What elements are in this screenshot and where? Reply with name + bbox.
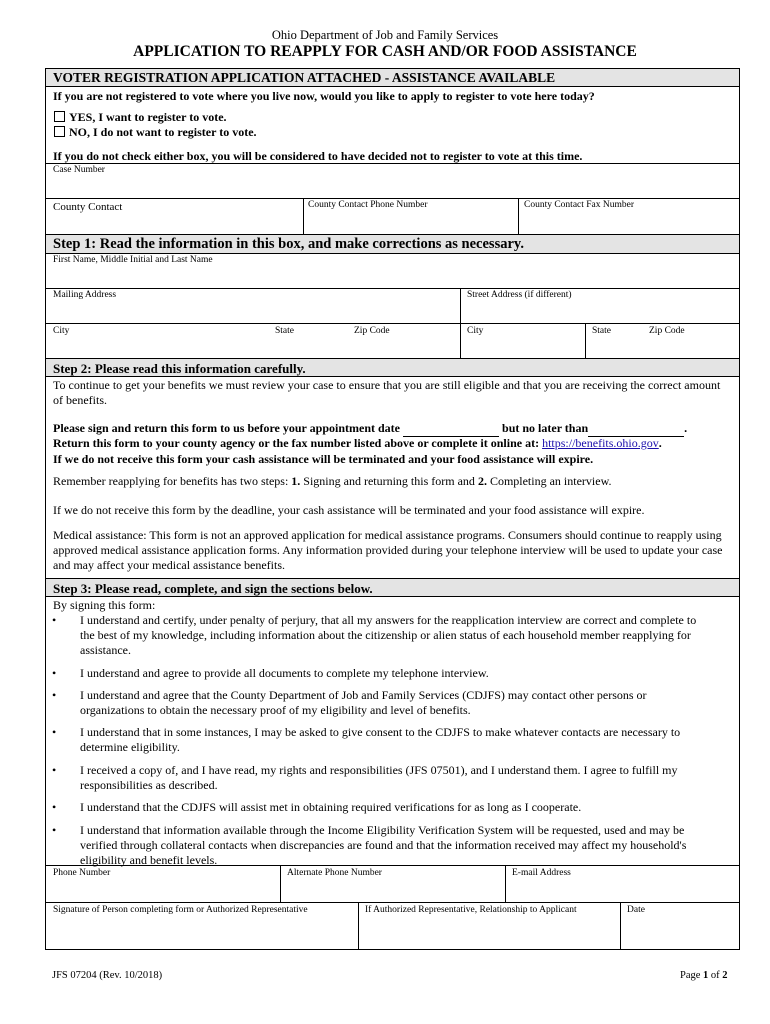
- divider: [46, 198, 739, 199]
- bullet: •: [52, 613, 57, 627]
- step2-intro: To continue to get your benefits we must review your case to ensure that you are still eligible and that you are receiving the correct amount of benefits.: [53, 378, 721, 407]
- bullet: •: [52, 688, 57, 702]
- step3-heading: Step 3: Please read, complete, and sign the sections below.: [53, 581, 373, 596]
- divider: [358, 902, 359, 950]
- voter-yes-option[interactable]: [54, 110, 227, 125]
- step-one-number: 1.: [291, 474, 301, 488]
- street-address-label: Street Address (if different): [467, 290, 572, 300]
- bullet: •: [52, 666, 57, 680]
- two-steps-text: Remember reapplying for benefits has two steps:: [53, 474, 289, 488]
- bullet: •: [52, 725, 57, 739]
- appointment-date-blank[interactable]: [403, 421, 499, 437]
- voter-yes-label: YES, I want to register to vote.: [69, 110, 227, 124]
- step2-heading: Step 2: Please read this information carefully.: [53, 361, 306, 376]
- step2-heading-bar: [46, 358, 739, 377]
- case-number-label: Case Number: [53, 165, 105, 175]
- deadline-blank[interactable]: [588, 421, 684, 437]
- voter-heading-bar: [46, 68, 739, 87]
- certification-text: I understand and certify, under penalty of perjury, that all my answers for the reapplication interview are correct and complete to the best of my knowledge, including information about the citizenship or alien status of each household member reapplying for assistance.: [80, 613, 697, 657]
- sign-return-line: Please sign and return this form to us before your appointment date but no later than .: [53, 421, 688, 435]
- page-word: Page: [680, 970, 701, 981]
- step3-heading-bar: [46, 578, 739, 597]
- county-contact-label: County Contact: [53, 201, 123, 213]
- bullet: •: [52, 800, 57, 814]
- divider: [303, 198, 304, 235]
- mailing-address-label: Mailing Address: [53, 290, 117, 300]
- voter-question: If you are not registered to vote where you live now, would you like to apply to register to vote here today?: [53, 89, 595, 103]
- zip-label: Zip Code: [354, 326, 390, 336]
- deadline-note: If we do not receive this form by the deadline, your cash assistance will be terminated and your food assistance will expire.: [53, 503, 645, 517]
- form-id: JFS 07204 (Rev. 10/2018): [52, 970, 163, 981]
- step1-heading-bar: [46, 234, 739, 254]
- certification-text: I understand and agree that the County Department of Job and Family Services (CDJFS) may contact other persons or organizations to obtain the necessary proof of my eligibility and level of benefits.: [80, 688, 647, 717]
- city-label: City: [53, 326, 70, 336]
- step-one-text: Signing and returning this form and: [303, 474, 475, 488]
- divider: [620, 902, 621, 950]
- signature-label: Signature of Person completing form or Authorized Representative: [53, 905, 308, 915]
- page-indicator: [680, 970, 728, 981]
- street-city-label: City: [467, 326, 484, 336]
- divider: [46, 902, 739, 903]
- divider: [280, 865, 281, 903]
- state-label: State: [275, 326, 294, 336]
- signing-intro: By signing this form:: [53, 598, 156, 612]
- street-state-label: State: [592, 326, 611, 336]
- no-later-than-text: but no later than: [502, 421, 589, 435]
- page-total: 2: [722, 970, 728, 981]
- contact-phone-label: County Contact Phone Number: [308, 200, 428, 210]
- street-zip-label: Zip Code: [649, 326, 685, 336]
- certification-text: I understand that information available through the Income Eligibility Verification System will be requested, used and may be verified through collateral contacts when discrepancies are found and that the information received may affect my household's eligibility and benefit levels.: [80, 823, 687, 867]
- divider: [505, 865, 506, 903]
- application-form: [45, 68, 740, 950]
- phone-number-label: Phone Number: [53, 868, 111, 878]
- yes-checkbox[interactable]: [54, 111, 65, 122]
- email-label: E-mail Address: [512, 868, 571, 878]
- voter-no-option[interactable]: [54, 125, 257, 140]
- return-instructions: Return this form to your county agency or the fax number listed above or complete it online at: https://benefits.ohio.gov.: [53, 436, 662, 450]
- certification-text: I understand that in some instances, I may be asked to give consent to the CDJFS to make whatever contacts are necessary to determine eligibility.: [80, 725, 681, 754]
- form-title: APPLICATION TO REAPPLY FOR CASH AND/OR FOOD ASSISTANCE: [133, 43, 637, 60]
- relationship-label: If Authorized Representative, Relationship to Applicant: [365, 905, 577, 915]
- bullet: •: [52, 823, 57, 837]
- no-checkbox[interactable]: [54, 126, 65, 137]
- certification-text: I understand and agree to provide all documents to complete my telephone interview.: [80, 666, 489, 680]
- termination-warning: If we do not receive this form your cash assistance will be terminated and your food assistance will expire.: [53, 452, 594, 466]
- step-two-number: 2.: [477, 474, 487, 488]
- benefits-website-link[interactable]: https://benefits.ohio.gov: [542, 436, 659, 450]
- divider: [46, 288, 739, 289]
- date-label: Date: [627, 905, 645, 915]
- medical-assistance-note: Medical assistance: This form is not an approved application for medical assistance programs. Consumers should continue to reapply using approved medical assistance application forms. Any information provided during your telephone interview will be used to update your case and may affect your medical assistance benefits.: [53, 528, 723, 572]
- voter-no-label: NO, I do not want to register to vote.: [69, 125, 257, 139]
- divider: [585, 323, 586, 359]
- certification-text: I understand that the CDJFS will assist met in obtaining required verifications for as long as I cooperate.: [80, 800, 582, 814]
- sign-return-text: Please sign and return this form to us before your appointment date: [53, 421, 401, 435]
- voter-note: If you do not check either box, you will be considered to have decided not to register to vote at this time.: [53, 149, 583, 163]
- certification-text: I received a copy of, and I have read, my rights and responsibilities (JFS 07501), and I understand them. I agree to fulfill my responsibilities as described.: [80, 763, 678, 792]
- divider: [46, 163, 739, 164]
- return-text: Return this form to your county agency or the fax number listed above or complete it online at:: [53, 436, 540, 450]
- alt-phone-label: Alternate Phone Number: [287, 868, 382, 878]
- agency-name: Ohio Department of Job and Family Services: [271, 28, 499, 42]
- bullet: •: [52, 763, 57, 777]
- divider: [518, 198, 519, 235]
- step-two-text: Completing an interview.: [489, 474, 612, 488]
- of-word: of: [710, 970, 720, 981]
- voter-heading: VOTER REGISTRATION APPLICATION ATTACHED - ASSISTANCE AVAILABLE: [53, 70, 556, 85]
- full-name-label: First Name, Middle Initial and Last Name: [53, 255, 213, 265]
- divider: [46, 865, 739, 866]
- step1-heading: Step 1: Read the information in this box, and make corrections as necessary.: [53, 236, 524, 252]
- page-number: 1: [703, 970, 709, 981]
- contact-fax-label: County Contact Fax Number: [524, 200, 635, 210]
- two-steps-note: [53, 474, 733, 489]
- divider: [46, 323, 739, 324]
